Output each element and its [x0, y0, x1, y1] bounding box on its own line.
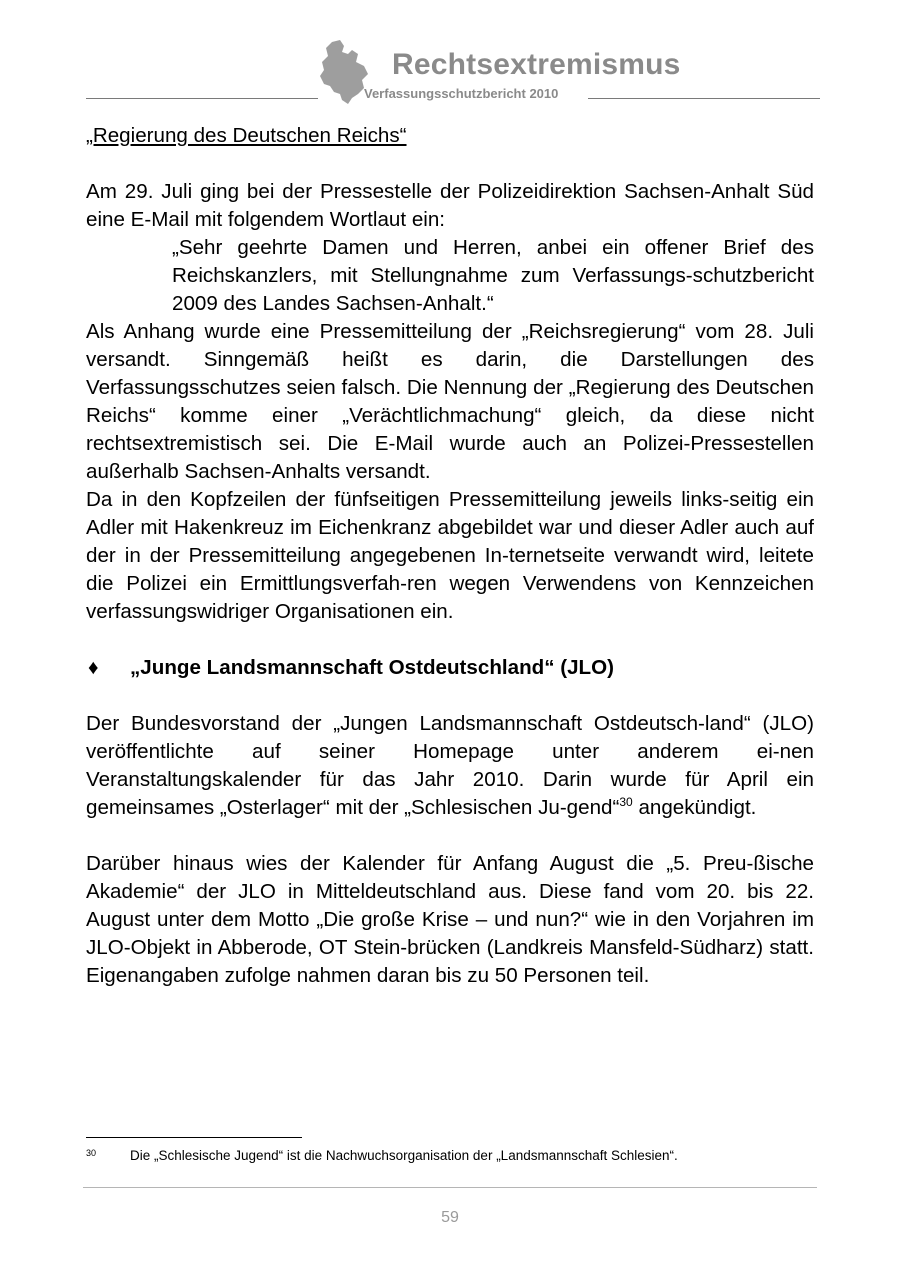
section-heading-text: „Junge Landsmannschaft Ostdeutschland“ (JLO) — [130, 656, 615, 679]
footnote-separator — [86, 1137, 302, 1138]
header-subtitle: Verfassungsschutzbericht 2010 — [364, 86, 559, 101]
section-heading-reichsregierung: „Regierung des Deutschen Reichs“ — [86, 124, 407, 147]
diamond-bullet-icon: ♦ — [88, 656, 99, 679]
header-rule-left — [86, 98, 318, 99]
block-quote: „Sehr geehrte Damen und Herren, anbei ein offener Brief des Reichskanzlers, mit Stellungnahme zum Verfassungs-schutzbericht 2009 des Landes Sachsen-Anhalt.“ — [172, 236, 814, 315]
header-title: Rechtsextremismus — [392, 48, 681, 81]
paragraph: Da in den Kopfzeilen der fünfseitigen Pressemitteilung jeweils links-seitig ein Adler mit Hakenkreuz im Eichenkranz abgebildet war und dieser Adler auch auf der in der Pressemitteilung angegebenen In-ternetseite verwandt wird, leitete die Polizei ein Ermittlungsverfah-ren wegen Verwendens von Kennzeichen verfassungswidriger Organisationen ein. — [86, 488, 814, 623]
paragraph: Am 29. Juli ging bei der Pressestelle der Polizeidirektion Sachsen-Anhalt Süd eine E-Mail mit folgendem Wortlaut ein: — [86, 180, 814, 231]
footnote-number: 30 — [86, 1148, 97, 1158]
footer-rule — [83, 1187, 817, 1188]
paragraph: Darüber hinaus wies der Kalender für Anfang August die „5. Preu-ßische Akademie“ der JLO in Mitteldeutschland aus. Diese fand vom 20. bis 22. August unter dem Motto „Die große Krise – und nun?“ wie in den Vorjahren im JLO-Objekt in Abberode, OT Stein-brücken (Landkreis Mansfeld-Südharz) statt. Eigenangaben zufolge nahmen daran bis zu 50 Personen teil. — [86, 852, 814, 987]
page-number: 59 — [441, 1209, 459, 1226]
footnote-text: Die „Schlesische Jugend“ ist die Nachwuchsorganisation der „Landsmannschaft Schlesien“. — [130, 1148, 678, 1163]
sachsen-anhalt-map-icon — [318, 40, 370, 104]
paragraph: Der Bundesvorstand der „Jungen Landsmannschaft Ostdeutsch-land“ (JLO) veröffentlichte auf seiner Homepage unter anderem ei-nen Veranstaltungskalender für das Jahr 2010. Darin wurde für April ein gemeinsames „Osterlager“ mit der „Schlesischen Ju-gend“$^{30}$ angekündigt. — [86, 712, 814, 819]
main-content — [86, 122, 814, 990]
paragraph: Als Anhang wurde eine Pressemitteilung der „Reichsregierung“ vom 28. Juli versandt. Sinngemäß heißt es darin, die Darstellungen des Verfassungsschutzes seien falsch. Die Nennung der „Regierung des Deutschen Reichs“ komme einer „Verächtlichmachung“ gleich, da diese nicht rechtsextremistisch sei. Die E-Mail wurde auch an Polizei-Pressestellen außerhalb Sachsen-Anhalts versandt. — [86, 320, 814, 483]
header-rule-right — [588, 98, 820, 99]
section-heading-jlo — [86, 654, 814, 682]
footnote-reference[interactable]: 30 — [619, 795, 633, 810]
page-header — [0, 0, 900, 110]
